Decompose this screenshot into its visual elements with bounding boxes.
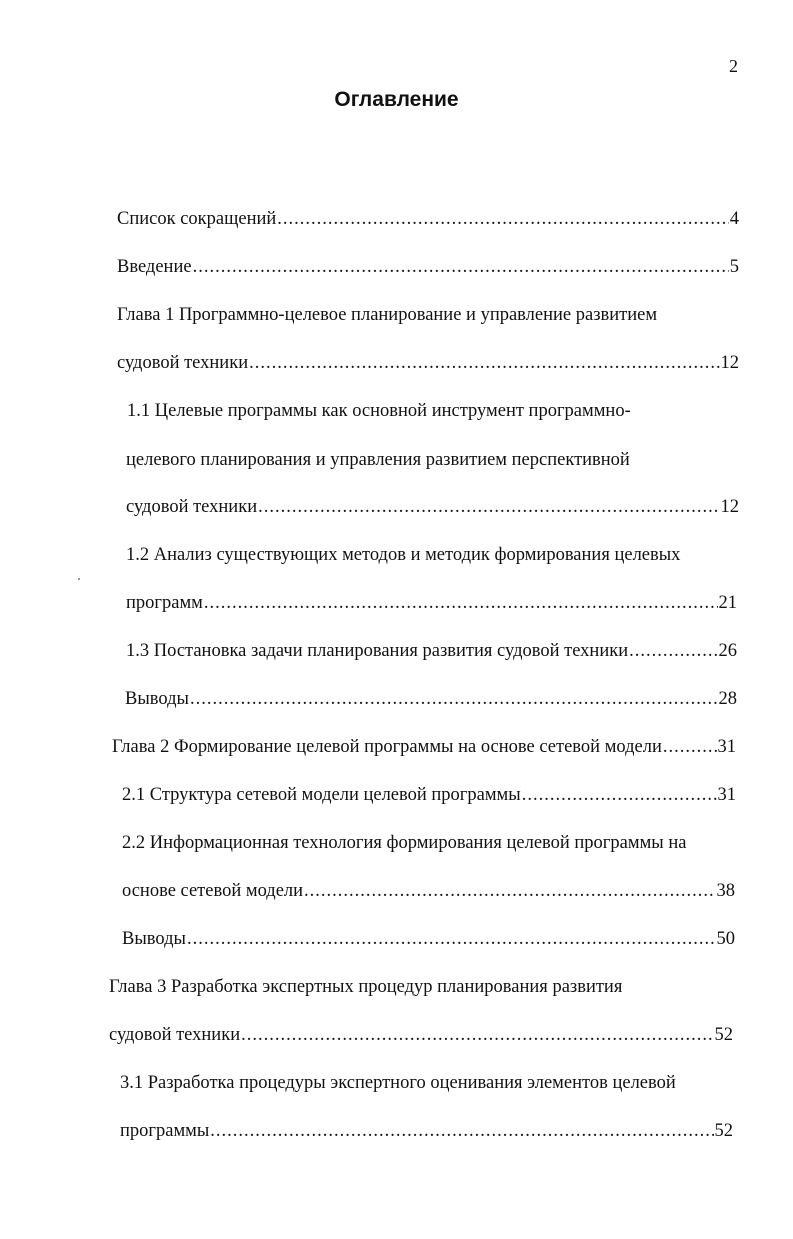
toc-leader-dots — [304, 878, 715, 904]
toc-entry-line: Глава 3 Разработка экспертных процедур планирования развития — [109, 977, 623, 997]
toc-entry[interactable] — [117, 206, 739, 232]
toc-entry-page: 50 — [716, 929, 735, 949]
toc-leader-dots — [204, 590, 718, 616]
toc-entry-page: 5 — [729, 257, 739, 277]
toc-entry-title: 1.3 Постановка задачи планирования развития судовой техники — [126, 641, 629, 661]
toc-entry[interactable] — [126, 494, 739, 520]
toc-entry-line: 3.1 Разработка процедуры экспертного оценивания элементов целевой — [120, 1073, 676, 1093]
toc-entry[interactable] — [122, 878, 735, 904]
toc-leader-dots — [258, 494, 719, 520]
toc-entry[interactable] — [122, 782, 736, 808]
toc-leader-dots — [241, 1022, 713, 1048]
toc-entry[interactable] — [126, 638, 737, 664]
page-title: Оглавление — [334, 88, 459, 111]
toc-entry-line: 1.1 Целевые программы как основной инструмент программно- — [127, 401, 631, 421]
toc-entry[interactable] — [112, 734, 736, 760]
toc-entry-page: 52 — [714, 1025, 733, 1045]
toc-entry-page: 31 — [717, 785, 736, 805]
toc-entry-line: Глава 1 Программно-целевое планирование и управление развитием — [117, 305, 658, 325]
toc-entry-page: 12 — [720, 353, 739, 373]
toc-entry-page: 12 — [720, 497, 739, 517]
toc-entry[interactable] — [122, 926, 735, 952]
toc-entry-line: 1.2 Анализ существующих методов и методик формирования целевых — [126, 545, 681, 565]
toc-entry-title: судовой техники — [126, 497, 258, 517]
toc-entry-page: 21 — [718, 593, 737, 613]
toc-entry-page: 31 — [717, 737, 736, 757]
toc-entry[interactable] — [117, 254, 739, 280]
toc-leader-dots — [277, 206, 728, 232]
toc-entry-title: Введение — [117, 257, 192, 277]
toc-entry-page: 4 — [729, 209, 739, 229]
toc-entry-page: 38 — [716, 881, 735, 901]
toc-leader-dots — [210, 1118, 713, 1144]
toc-entry-line: 2.2 Информационная технология формирования целевой программы на — [122, 833, 687, 853]
toc-leader-dots — [522, 782, 717, 808]
toc-entry-title: судовой техники — [117, 353, 249, 373]
toc-entry[interactable] — [109, 1022, 733, 1048]
toc-entry-title: 2.1 Структура сетевой модели целевой программы — [122, 785, 521, 805]
toc-entry-title: программы — [120, 1121, 210, 1141]
toc-entry-line: целевого планирования и управления развитием перспективной — [126, 450, 630, 470]
toc-entry[interactable] — [125, 686, 737, 712]
toc-entry-title: Глава 2 Формирование целевой программы на основе сетевой модели — [112, 737, 662, 757]
toc-leader-dots — [249, 350, 719, 376]
toc-leader-dots — [190, 686, 718, 712]
toc-entry-page: 52 — [714, 1121, 733, 1141]
toc-entry-title: основе сетевой модели — [122, 881, 304, 901]
page-number: 2 — [729, 56, 738, 76]
toc-entry-title: Выводы — [122, 929, 186, 949]
toc-entry[interactable] — [120, 1118, 733, 1144]
toc-leader-dots — [663, 734, 717, 760]
toc-entry[interactable] — [126, 590, 737, 616]
toc-leader-dots — [193, 254, 729, 280]
toc-leader-dots — [187, 926, 716, 952]
toc-entry-title: Выводы — [125, 689, 189, 709]
toc-entry-title: судовой техники — [109, 1025, 241, 1045]
toc-entry[interactable] — [117, 350, 739, 376]
toc-entry-title: программ — [126, 593, 203, 613]
toc-leader-dots — [629, 638, 717, 664]
scan-speck — [78, 578, 80, 580]
toc-entry-title: Список сокращений — [117, 209, 277, 229]
toc-entry-page: 26 — [718, 641, 737, 661]
toc-entry-page: 28 — [718, 689, 737, 709]
